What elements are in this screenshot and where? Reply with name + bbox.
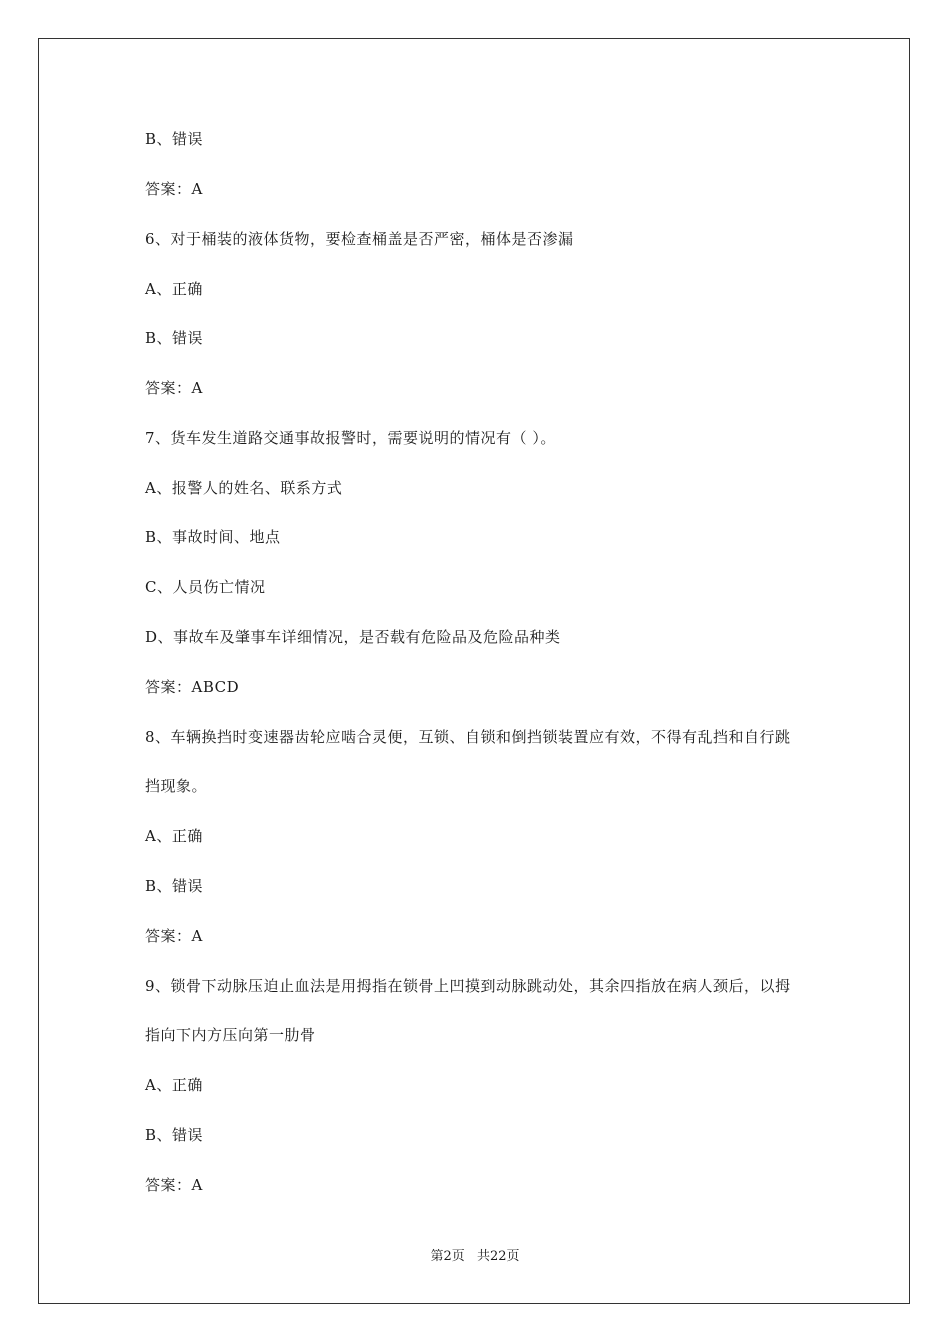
option-a: A、报警人的姓名、联系方式 <box>145 479 343 497</box>
page-footer <box>0 1248 950 1266</box>
question-7: 7、货车发生道路交通事故报警时，需要说明的情况有（ ）。 <box>145 429 556 447</box>
option-b: B、事故时间、地点 <box>145 528 281 546</box>
page-total: 共22页 <box>476 1249 520 1264</box>
question-6: 6、对于桶装的液体货物，要检查桶盖是否严密，桶体是否渗漏 <box>145 230 574 248</box>
answer: 答案：A <box>145 1176 203 1194</box>
question-8-continued: 挡现象。 <box>145 777 208 795</box>
question-8: 8、车辆换挡时变速器齿轮应啮合灵便，互锁、自锁和倒挡锁装置应有效，不得有乱挡和自行跳 <box>145 728 791 746</box>
option-b: B、错误 <box>145 1126 204 1144</box>
answer: 答案：A <box>145 379 203 397</box>
answer: 答案：A <box>145 180 203 198</box>
question-9: 9、锁骨下动脉压迫止血法是用拇指在锁骨上凹摸到动脉跳动处，其余四指放在病人颈后，以拇 <box>145 977 791 995</box>
option-a: A、正确 <box>145 280 203 298</box>
option-b: B、错误 <box>145 130 204 148</box>
option-b: B、错误 <box>145 329 204 347</box>
option-c: C、人员伤亡情况 <box>145 578 266 596</box>
page-border <box>38 38 910 1304</box>
page-number: 第2页 <box>430 1249 465 1264</box>
option-d: D、事故车及肇事车详细情况，是否载有危险品及危险品种类 <box>145 628 561 646</box>
option-a: A、正确 <box>145 827 203 845</box>
question-9-continued: 指向下内方压向第一肋骨 <box>145 1026 316 1044</box>
answer: 答案：A <box>145 927 203 945</box>
answer: 答案：ABCD <box>145 678 240 696</box>
option-a: A、正确 <box>145 1076 203 1094</box>
option-b: B、错误 <box>145 877 204 895</box>
